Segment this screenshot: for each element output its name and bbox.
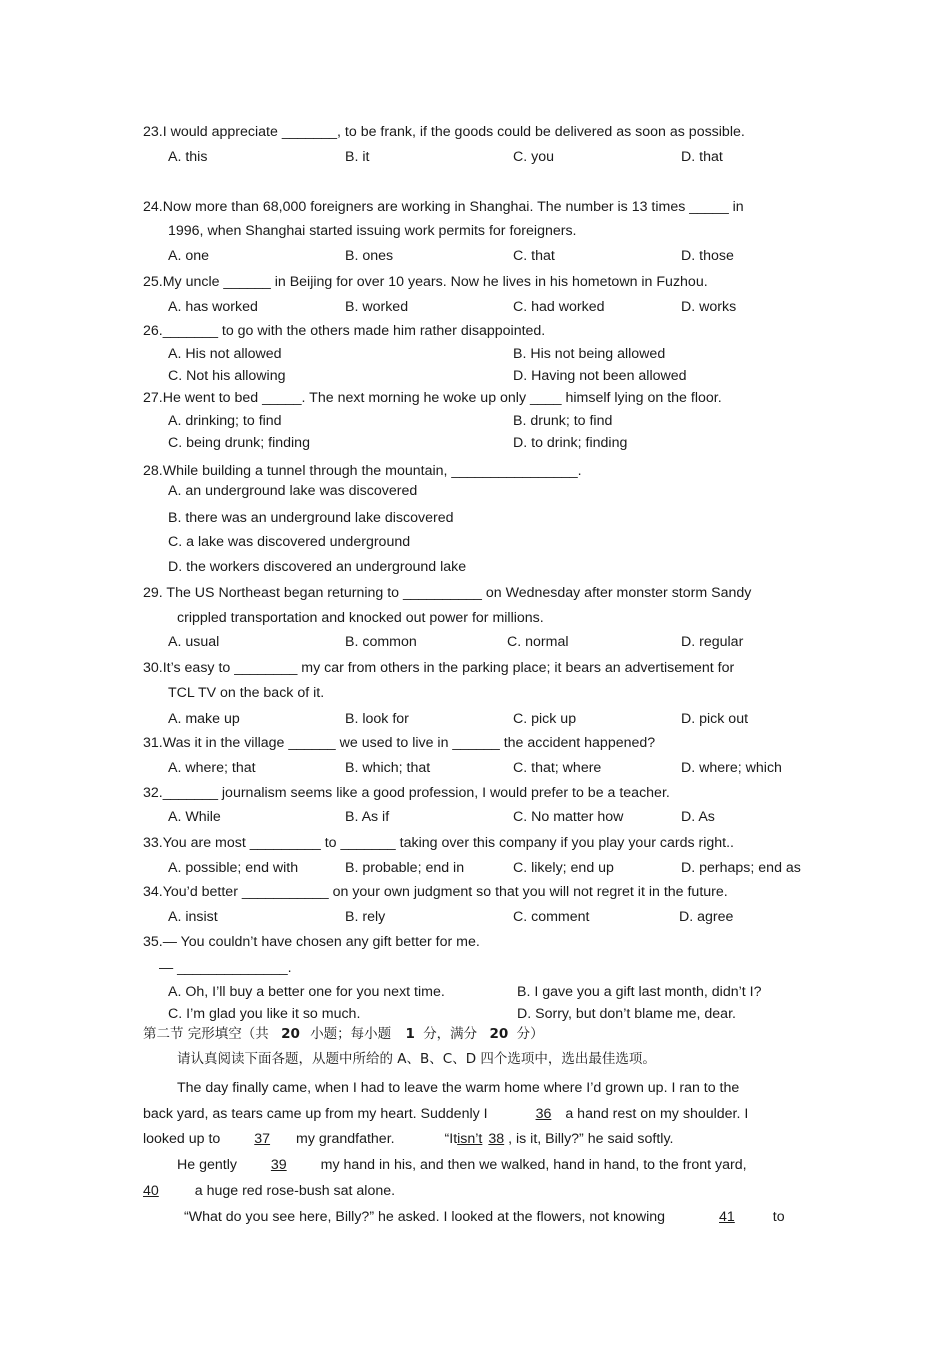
q25-option-d: D. works — [681, 299, 737, 315]
passage-line-6 — [184, 1208, 785, 1226]
q27-option-d: D. to drink; finding — [513, 435, 628, 451]
q33-option-c: C. likely; end up — [513, 860, 614, 876]
passage-line-5 — [143, 1182, 395, 1200]
q24-option-a: A. one — [168, 248, 210, 264]
q29-option-b: B. common — [345, 634, 417, 650]
q26-option-d: D. Having not been allowed — [513, 368, 687, 384]
blank-38: 38 — [488, 1131, 505, 1147]
q32-option-a: A. While — [168, 809, 221, 825]
passage-line-2 — [143, 1105, 748, 1123]
question-30-stem: 30.It’s easy to ________ my car from others in the parking place; it bears an advertisement for — [143, 660, 735, 676]
blank-39: 39 — [270, 1157, 287, 1173]
q26-option-b: B. His not being allowed — [513, 346, 666, 362]
section-title — [143, 1025, 544, 1043]
question-35-stem: 35.— You couldn’t have chosen any gift better for me. — [143, 934, 480, 950]
q27-option-b: B. drunk; to find — [513, 413, 613, 429]
passage-text: my hand in his, and then we walked, hand in hand, to the front yard, — [320, 1157, 747, 1173]
passage-text: my grandfather. — [296, 1131, 395, 1147]
question-31-stem: 31.Was it in the village ______ we used to live in ______ the accident happened? — [143, 735, 656, 751]
blank-40: 40 — [143, 1183, 159, 1199]
passage-line-1: The day finally came, when I had to leave the warm home where I’d grown up. I ran to the — [177, 1080, 740, 1096]
q33-option-b: B. probable; end in — [345, 860, 465, 876]
blank-38-prefix — [457, 1131, 504, 1147]
q27-option-c: C. being drunk; finding — [168, 435, 310, 451]
passage-text: a huge red rose-bush sat alone. — [194, 1183, 396, 1199]
q26-option-a: A. His not allowed — [168, 346, 282, 362]
q35-option-d: D. Sorry, but don’t blame me, dear. — [517, 1006, 736, 1022]
q33-option-a: A. possible; end with — [168, 860, 299, 876]
section-title-mid: 小题；每小题 — [310, 1026, 392, 1042]
passage-text: a hand rest on my shoulder. I — [565, 1106, 749, 1122]
q23-option-c: C. you — [513, 149, 555, 165]
q31-option-c: C. that; where — [513, 760, 602, 776]
passage-text: , is it, Billy?” he said softly. — [508, 1131, 674, 1147]
q35-option-c: C. I’m glad you like it so much. — [168, 1006, 361, 1022]
q30-option-a: A. make up — [168, 711, 240, 727]
section-question-count: 20 — [281, 1026, 300, 1042]
q34-option-b: B. rely — [345, 909, 386, 925]
q23-option-d: D. that — [681, 149, 723, 165]
q31-option-d: D. where; which — [681, 760, 782, 776]
q29-option-c: C. normal — [507, 634, 569, 650]
section-title-unit: 分，满分 — [423, 1026, 478, 1042]
question-34-stem: 34.You’d better ___________ on your own judgment so that you will not regret it in the future. — [143, 884, 728, 900]
passage-line-3 — [143, 1130, 673, 1148]
q25-option-a: A. has worked — [168, 299, 258, 315]
q26-option-c: C. Not his allowing — [168, 368, 286, 384]
q31-option-b: B. which; that — [345, 760, 431, 776]
passage-line-4 — [177, 1156, 747, 1174]
question-35-reply: — ______________. — [159, 960, 292, 976]
blank-41: 41 — [719, 1209, 735, 1225]
question-23-stem: 23.I would appreciate _______, to be frank, if the goods could be delivered as soon as possible. — [143, 124, 745, 140]
q31-option-a: A. where; that — [168, 760, 256, 776]
q35-option-b: B. I gave you a gift last month, didn’t I? — [517, 984, 762, 1000]
q30-option-b: B. look for — [345, 711, 409, 727]
q23-option-a: A. this — [168, 149, 208, 165]
question-24-stem: 24.Now more than 68,000 foreigners are working in Shanghai. The number is 13 times _____ in — [143, 199, 744, 215]
passage-text: He gently — [177, 1157, 237, 1173]
q34-option-a: A. insist — [168, 909, 218, 925]
q32-option-c: C. No matter how — [513, 809, 624, 825]
passage-text: “What do you see here, Billy?” he asked. I looked at the flowers, not knowing — [184, 1209, 666, 1225]
q29-option-d: D. regular — [681, 634, 744, 650]
q24-option-d: D. those — [681, 248, 734, 264]
q28-option-c: C. a lake was discovered underground — [168, 534, 411, 550]
q25-option-c: C. had worked — [513, 299, 605, 315]
q24-option-b: B. ones — [345, 248, 394, 264]
blank-38-word: isn’t — [457, 1131, 483, 1147]
q32-option-d: D. As — [681, 809, 715, 825]
q24-option-c: C. that — [513, 248, 555, 264]
question-27-stem: 27.He went to bed _____. The next morning he woke up only ____ himself lying on the floor. — [143, 390, 722, 406]
passage-text: “It — [444, 1131, 458, 1147]
section-total-points: 20 — [489, 1026, 509, 1042]
passage-text: to — [772, 1209, 785, 1225]
question-25-stem: 25.My uncle ______ in Beijing for over 10 years. Now he lives in his hometown in Fuzhou. — [143, 274, 708, 290]
q30-option-c: C. pick up — [513, 711, 577, 727]
q28-option-a: A. an underground lake was discovered — [168, 483, 418, 499]
q29-option-a: A. usual — [168, 634, 220, 650]
q34-option-c: C. comment — [513, 909, 590, 925]
section-title-text: 第二节 完形填空（共 — [143, 1026, 269, 1042]
section-points-each: 1 — [405, 1026, 415, 1042]
blank-36: 36 — [535, 1106, 552, 1122]
question-29-stem: 29. The US Northeast began returning to __________ on Wednesday after monster storm Sandy — [143, 585, 752, 601]
question-28-stem: 28.While building a tunnel through the mountain, ________________. — [143, 463, 582, 479]
question-33-stem: 33.You are most _________ to _______ taking over this company if you play your cards right.. — [143, 835, 734, 851]
question-26-stem: 26._______ to go with the others made him rather disappointed. — [143, 323, 546, 339]
question-29-stem-cont: crippled transportation and knocked out power for millions. — [177, 610, 544, 626]
q35-option-a: A. Oh, I’ll buy a better one for you next time. — [168, 984, 445, 1000]
q28-option-b: B. there was an underground lake discovered — [168, 510, 454, 526]
q30-option-d: D. pick out — [681, 711, 749, 727]
passage-text: back yard, as tears came up from my heart. Suddenly I — [143, 1106, 488, 1122]
blank-37: 37 — [254, 1131, 271, 1147]
question-32-stem: 32._______ journalism seems like a good profession, I would prefer to be a teacher. — [143, 785, 670, 801]
q32-option-b: B. As if — [345, 809, 390, 825]
passage-text: looked up to — [143, 1131, 221, 1147]
q25-option-b: B. worked — [345, 299, 409, 315]
q34-option-d: D. agree — [679, 909, 734, 925]
section-instruction: 请认真阅读下面各题，从题中所给的 A、B、C、D 四个选项中，选出最佳选项。 — [177, 1051, 656, 1067]
question-24-stem-cont: 1996, when Shanghai started issuing work permits for foreigners. — [168, 223, 577, 239]
q27-option-a: A. drinking; to find — [168, 413, 282, 429]
q33-option-d: D. perhaps; end as — [681, 860, 801, 876]
q23-option-b: B. it — [345, 149, 370, 165]
question-30-stem-cont: TCL TV on the back of it. — [168, 685, 325, 701]
q28-option-d: D. the workers discovered an underground lake — [168, 559, 467, 575]
section-title-end: 分） — [516, 1026, 544, 1042]
